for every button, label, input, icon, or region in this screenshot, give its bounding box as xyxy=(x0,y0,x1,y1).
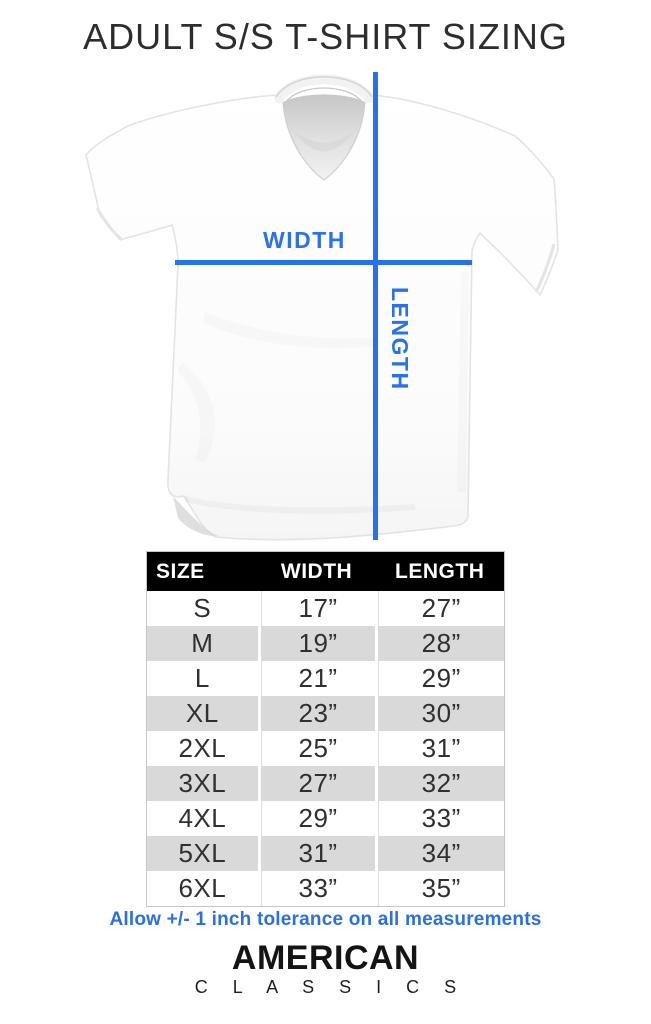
table-cell: 31” xyxy=(375,731,504,766)
table-cell: S xyxy=(147,591,258,626)
tolerance-note: Allow +/- 1 inch tolerance on all measurements xyxy=(109,909,542,930)
table-cell: 30” xyxy=(375,696,504,731)
table-row xyxy=(147,661,504,696)
table-cell: 2XL xyxy=(147,731,258,766)
table-row xyxy=(147,591,504,626)
table-cell: 35” xyxy=(375,871,504,906)
brand-logo xyxy=(0,941,651,996)
table-cell: 32” xyxy=(375,766,504,801)
column-header-length: LENGTH xyxy=(395,559,485,583)
tshirt-image xyxy=(55,62,585,552)
width-label: WIDTH xyxy=(263,227,346,253)
table-row xyxy=(147,871,504,906)
brand-name: AMERICAN xyxy=(231,939,420,977)
table-cell: 27” xyxy=(375,591,504,626)
table-cell: 29” xyxy=(258,801,376,836)
table-row xyxy=(147,731,504,766)
table-cell: 33” xyxy=(258,871,376,906)
table-cell: M xyxy=(147,626,258,661)
table-row xyxy=(147,626,504,661)
brand-subname: C L A S S I C S xyxy=(194,977,467,997)
column-header-width: WIDTH xyxy=(280,559,353,583)
table-row xyxy=(147,801,504,836)
table-cell: 6XL xyxy=(147,871,258,906)
table-cell: 17” xyxy=(258,591,376,626)
table-cell: 29” xyxy=(375,661,504,696)
table-cell: 3XL xyxy=(147,766,258,801)
table-cell: 4XL xyxy=(147,801,258,836)
table-cell: 5XL xyxy=(147,836,258,871)
table-cell: 31” xyxy=(258,836,376,871)
column-header-size: SIZE xyxy=(156,559,205,583)
table-cell: L xyxy=(147,661,258,696)
table-row xyxy=(147,696,504,731)
table-cell: 25” xyxy=(258,731,376,766)
page-title: ADULT S/S T-SHIRT SIZING xyxy=(83,16,568,57)
table-header-row xyxy=(147,552,504,591)
size-chart-table xyxy=(146,551,505,907)
table-cell: 21” xyxy=(258,661,376,696)
table-row xyxy=(147,766,504,801)
table-cell: 33” xyxy=(375,801,504,836)
table-cell: 34” xyxy=(375,836,504,871)
table-cell: 23” xyxy=(258,696,376,731)
table-cell: 28” xyxy=(375,626,504,661)
length-measure-line xyxy=(373,72,378,540)
table-row xyxy=(147,836,504,871)
width-measure-line xyxy=(175,260,472,265)
table-rows xyxy=(147,591,504,906)
table-cell: XL xyxy=(147,696,258,731)
table-cell: 19” xyxy=(258,626,376,661)
length-label: LENGTH xyxy=(387,287,413,391)
table-cell: 27” xyxy=(258,766,376,801)
